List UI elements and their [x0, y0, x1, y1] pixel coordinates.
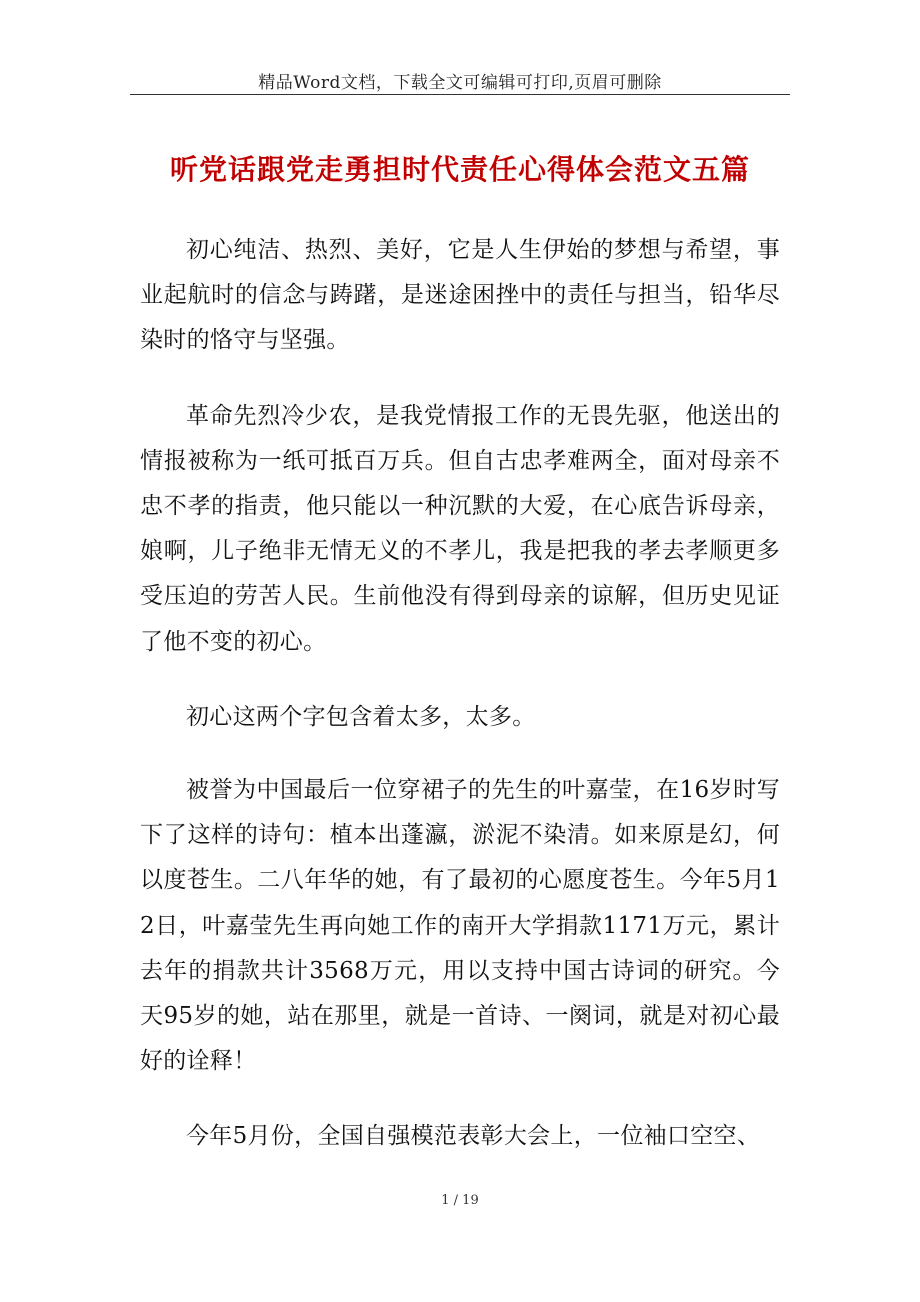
page-number: 1 / 19 [441, 1193, 479, 1208]
paragraph-5: 今年5月份，全国自强模范表彰大会上，一位袖口空空、 [186, 1123, 761, 1150]
paragraph-1: 初心纯洁、热烈、美好，它是人生伊始的梦想与希望，事业起航时的信念与踌躇，是迷途困挫中的责任与担当，铅华尽染时的恪守与坚强。 [140, 237, 780, 354]
paragraph-2: 革命先烈冷少农，是我党情报工作的无畏先驱，他送出的情报被称为一纸可抵百万兵。但自古忠孝难两全，面对母亲不忠不孝的指责，他只能以一种沉默的大爱，在心底告诉母亲，娘啊，儿子绝非无情无义的不孝儿，我是把我的孝去孝顺更多受压迫的劳苦人民。生前他没有得到母亲的谅解，但历史见证了他不变的初心。 [140, 402, 780, 655]
document-body [140, 228, 780, 1190]
document-title: 听党话跟党走勇担时代责任心得体会范文五篇 [169, 153, 750, 186]
paragraph-4: 被誉为中国最后一位穿裙子的先生的叶嘉莹，在16岁时写下了这样的诗句：植本出蓬瀛，淤泥不染清。如来原是幻，何以度苍生。二八年华的她，有了最初的心愿度苍生。今年5月12日，叶嘉莹先生再向她工作的南开大学捐款1171万元，累计去年的捐款共计3568万元，用以支持中国古诗词的研究。今天95岁的她，站在那里，就是一首诗、一阕词，就是对初心最好的诠释！ [140, 777, 780, 1075]
header-note: 精品Word文档，下载全文可编辑可打印,页眉可删除 [258, 73, 662, 93]
header-divider [130, 94, 790, 95]
paragraph-3: 初心这两个字包含着太多，太多。 [186, 703, 536, 730]
